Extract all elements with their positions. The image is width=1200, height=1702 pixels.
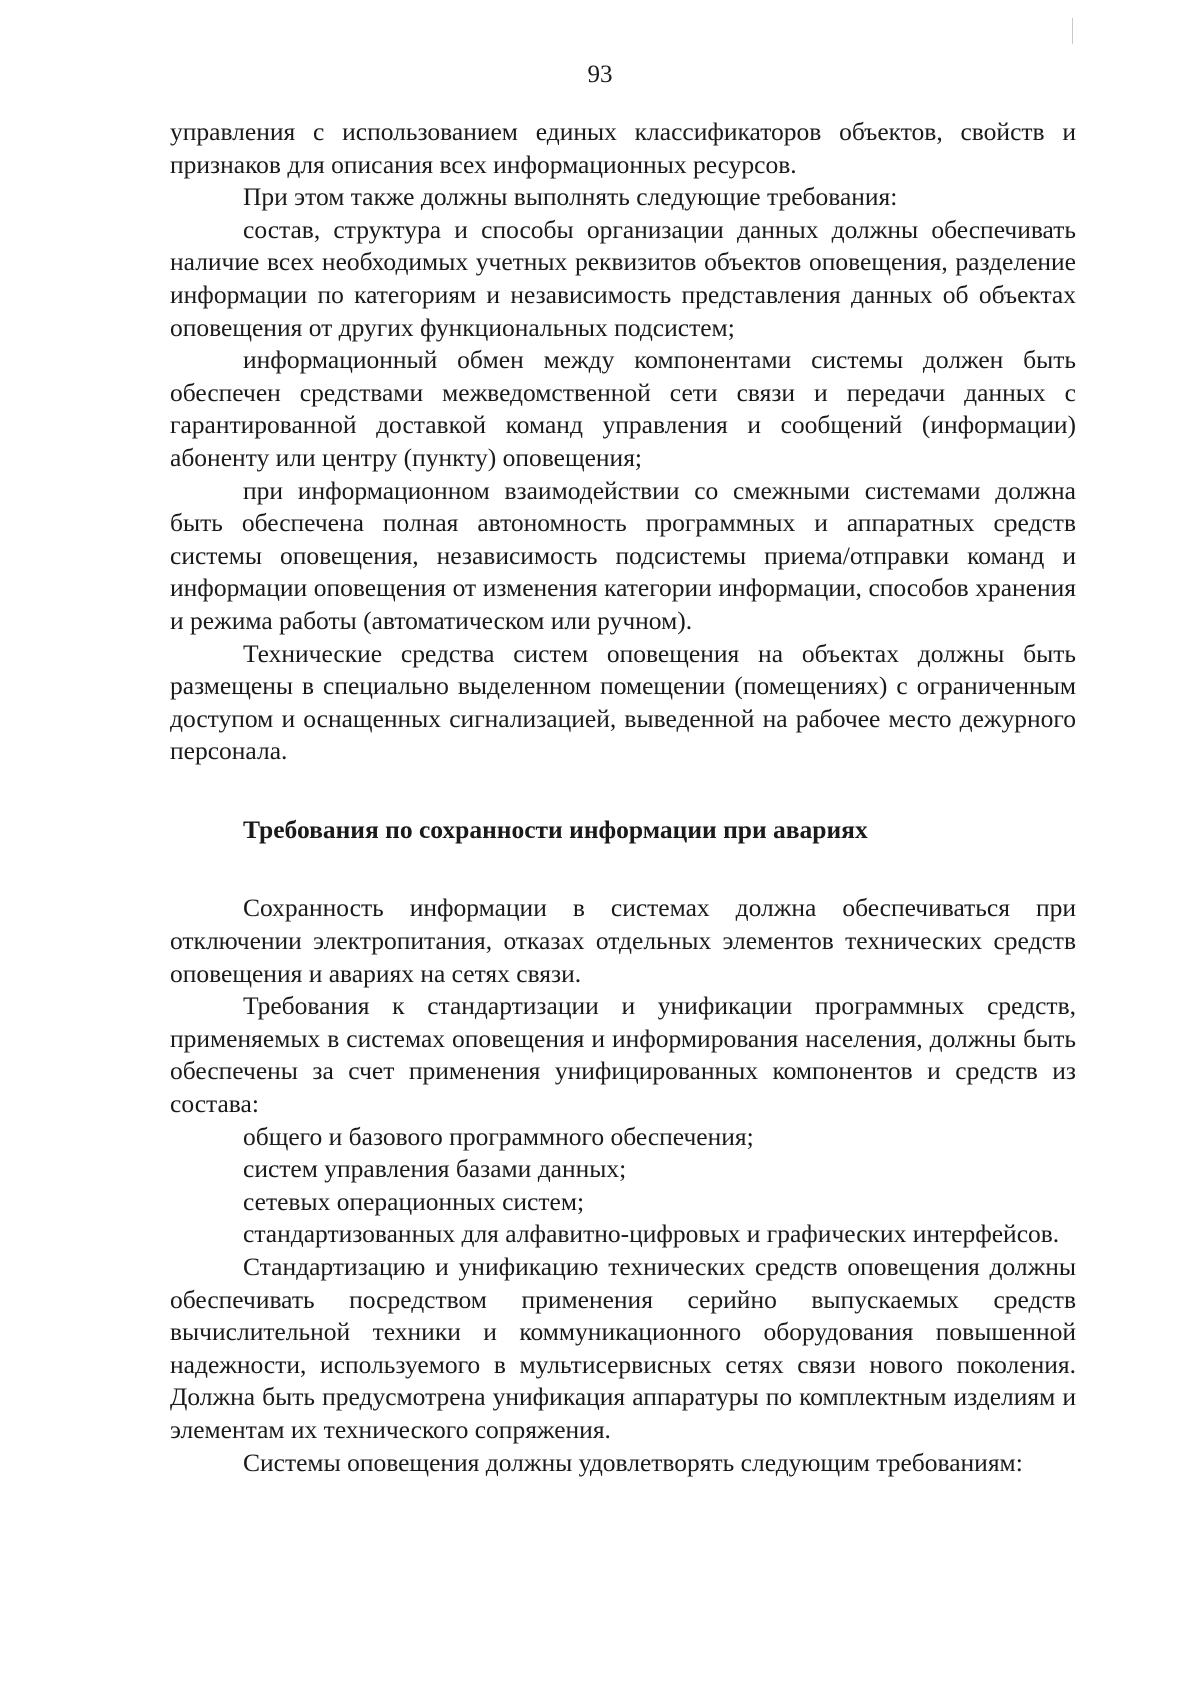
- list-item-network-os: сетевых операционных систем;: [243, 1186, 585, 1216]
- scan-artifact-mark: [1072, 18, 1073, 44]
- section-heading: Требования по сохранности информации при авариях: [243, 814, 868, 844]
- list-item-general-software: общего и базового программного обеспечения;: [243, 1121, 754, 1151]
- document-body: [170, 116, 1076, 1479]
- paragraph-information-safety: Сохранность информации в системах должна обеспечиваться при отключении электропитания, отказах отдельных элементов технических средств оповещения и авариях на сетях связи.: [170, 893, 1076, 988]
- page-number: 93: [587, 61, 613, 88]
- paragraph-data-structure: состав, структура и способы организации данных должны обеспечивать наличие всех необходимых учетных реквизитов объектов оповещения, разделение информации по категориям и независимость представления данных об объектах оповещения от других функциональных подсистем;: [170, 214, 1076, 342]
- list-item-interfaces: стандартизованных для алфавитно-цифровых и графических интерфейсов.: [243, 1219, 1060, 1249]
- paragraph-requirements-intro: При этом также должны выполнять следующие требования:: [243, 182, 898, 212]
- paragraph-technical-placement: Технические средства систем оповещения на объектах должны быть размещены в специально выделенном помещении (помещениях) с ограниченным доступом и оснащенных сигнализацией, выведенной на рабочее место дежурного персонала.: [170, 638, 1076, 766]
- paragraph-software-standardization: Требования к стандартизации и унификации программных средств, применяемых в системах оповещения и информирования населения, должны быть обеспечены за счет применения унифицированных компонентов и средств из состава:: [170, 991, 1076, 1119]
- list-item-database-systems: систем управления базами данных;: [243, 1154, 627, 1184]
- paragraph-information-exchange: информационный обмен между компонентами системы должен быть обеспечен средствами межведомственной сети связи и передачи данных с гарантированной доставкой команд управления и сообщений (информации) абоненту или центру (пункту) оповещения;: [170, 345, 1076, 472]
- paragraph-interaction-autonomy: при информационном взаимодействии со смежными системами должна быть обеспечена полная автономность программных и аппаратных средств системы оповещения, независимость подсистемы приема/отправки команд и информации оповещения от изменения категории информации, способов хранения и режима работы (автоматическом или ручном).: [170, 475, 1076, 635]
- paragraph-continuation: управления с использованием единых классификаторов объектов, свойств и признаков для описания всех информационных ресурсов.: [170, 117, 1076, 179]
- paragraph-system-requirements: Системы оповещения должны удовлетворять следующим требованиям:: [243, 1447, 1023, 1477]
- paragraph-hardware-standardization: Стандартизацию и унификацию технических средств оповещения должны обеспечивать посредством применения серийно выпускаемых средств вычислительной техники и коммуникационного оборудования повышенной надежности, используемого в мультисервисных сетях связи нового поколения. Должна быть предусмотрена унификация аппаратуры по комплектным изделиям и элементам их технического сопряжения.: [170, 1252, 1076, 1444]
